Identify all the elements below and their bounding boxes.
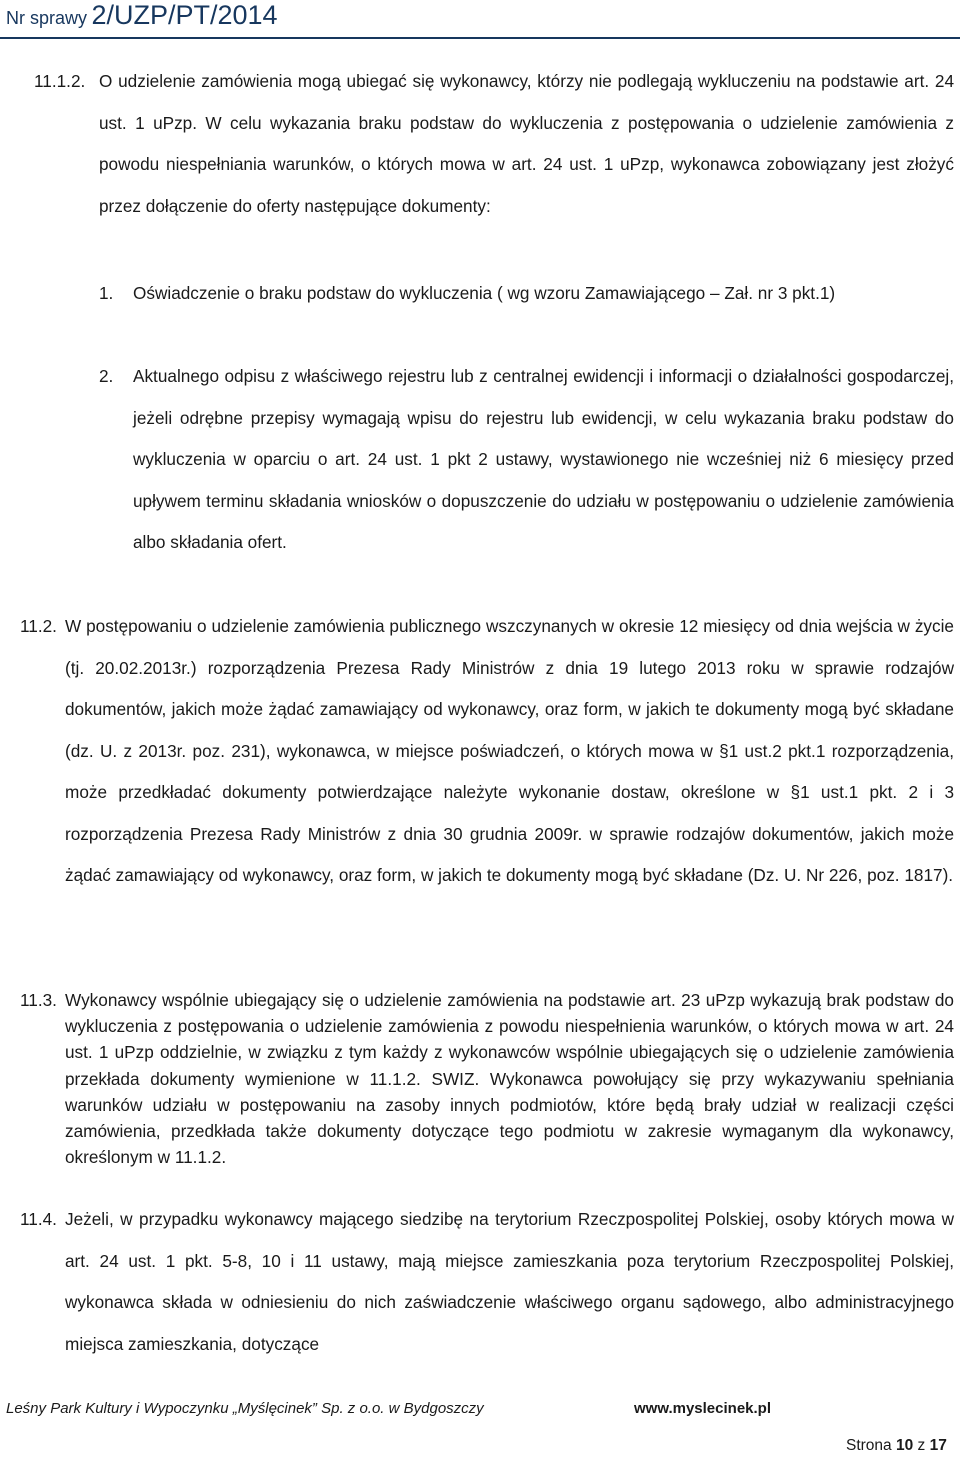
page-header (6, 0, 954, 34)
section-11-3-number: 11.3. (20, 990, 57, 1010)
page-separator: z (917, 1437, 926, 1454)
page-number (846, 1437, 947, 1455)
page-footer (0, 1400, 960, 1418)
list-item-1-number: 1. (99, 283, 114, 303)
page-total: 17 (929, 1437, 947, 1454)
footer-website: www.myslecinek.pl (634, 1400, 771, 1417)
section-11-4-text: Jeżeli, w przypadku wykonawcy mającego siedzibę na terytorium Rzeczpospolitej Polskiej, osoby których mowa w art. 24 ust. 1 pkt. 5-8, 10 i 11 ustawy, mają miejsce zamieszkania poza terytorium Rzeczpospolitej Polskiej, wykonawca składa w odniesieniu do nich zaświadczenie właściwego organu sądowego, albo administracyjnego miejsca zamieszkania, dotyczące (65, 1209, 954, 1354)
section-11-2-number: 11.2. (20, 616, 57, 636)
case-number: 2/UZP/PT/2014 (91, 0, 278, 30)
header-divider (0, 37, 960, 39)
page-prefix: Strona (846, 1437, 892, 1454)
list-item-2-number: 2. (99, 366, 114, 386)
list-item-1-text: Oświadczenie o braku podstaw do wykluczenia ( wg wzoru Zamawiającego – Zał. nr 3 pkt.1) (133, 283, 836, 303)
section-11-1-2-text (99, 61, 954, 227)
section-11-4-number: 11.4. (20, 1209, 57, 1229)
section-11-2-text: W postępowaniu o udzielenie zamówienia publicznego wszczynanych w okresie 12 miesięcy od dnia wejścia w życie (tj. 20.02.2013r.) rozporządzenia Prezesa Rady Ministrów z dnia 19 lutego 2013 roku w sprawie rodzajów dokumentów, jakich może żądać zamawiający od wykonawcy, oraz form, w jakich te dokumenty mogą być składane (dz. U. z 2013r. poz. 231), wykonawca, w miejsce poświadczeń, o których mowa w §1 ust.2 pkt.1 rozporządzenia, może przedkładać dokumenty potwierdzające należyte wykonanie dostaw, określone w §1 ust.1 pkt. 2 i 3 rozporządzenia Prezesa Rady Ministrów z dnia 30 grudnia 2009r. w sprawie rodzajów dokumentów, jakich może żądać zamawiający od wykonawcy, oraz form, w jakich te dokumenty mogą być składane (Dz. U. Nr 226, poz. 1817). (65, 616, 954, 885)
list-item-2-text: Aktualnego odpisu z właściwego rejestru lub z centralnej ewidencji i informacji o działalności gospodarczej, jeżeli odrębne przepisy wymagają wpisu do rejestru lub ewidencji, w celu wykazania braku podstaw do wykluczenia w oparciu o art. 24 ust. 1 pkt 2 ustawy, wystawionego nie wcześniej niż 6 miesięcy przed upływem terminu składania wniosków o dopuszczenie do udziału w postępowaniu o udzielenie zamówienia albo składania ofert. (133, 366, 954, 552)
section-11-1-2-number: 11.1.2. (34, 71, 86, 91)
footer-organization: Leśny Park Kultury i Wypoczynku „Myślęcinek” Sp. z o.o. w Bydgoszczy (6, 1400, 484, 1417)
case-number-label: Nr sprawy (6, 8, 88, 28)
section-11-1-2-body: O udzielenie zamówienia mogą ubiegać się wykonawcy, którzy nie podlegają wykluczeniu na podstawie art. 24 ust. 1 uPzp. W celu wykazania braku podstaw do wykluczenia z postępowania o udzielenie zamówienia z powodu niespełniania warunków, o których mowa w art. 24 ust. 1 uPzp, wykonawca zobowiązany jest złożyć przez dołączenie do oferty następujące dokumenty: (99, 71, 954, 216)
section-11-3-text: Wykonawcy wspólnie ubiegający się o udzielenie zamówienia na podstawie art. 23 uPzp wykazują brak podstaw do wykluczenia z postępowania o udzielenie zamówienia z powodu niespełnienia warunków, o których mowa w art. 24 ust. 1 uPzp oddzielnie, w związku z tym każdy z wykonawców wspólnie ubiegających się o udzielenie zamówienia przekłada dokumenty wymienione w 11.1.2. SWIZ. Wykonawca powołujący się przy wykazywaniu spełniania warunków udziału w postępowaniu na zasoby innych podmiotów, które będą brały udział w realizacji części zamówienia, przedkłada także dokumenty dotyczące tego podmiotu w zakresie wymaganym dla wykonawcy, określonym w 11.1.2. (65, 990, 954, 1168)
page-current: 10 (895, 1437, 914, 1454)
